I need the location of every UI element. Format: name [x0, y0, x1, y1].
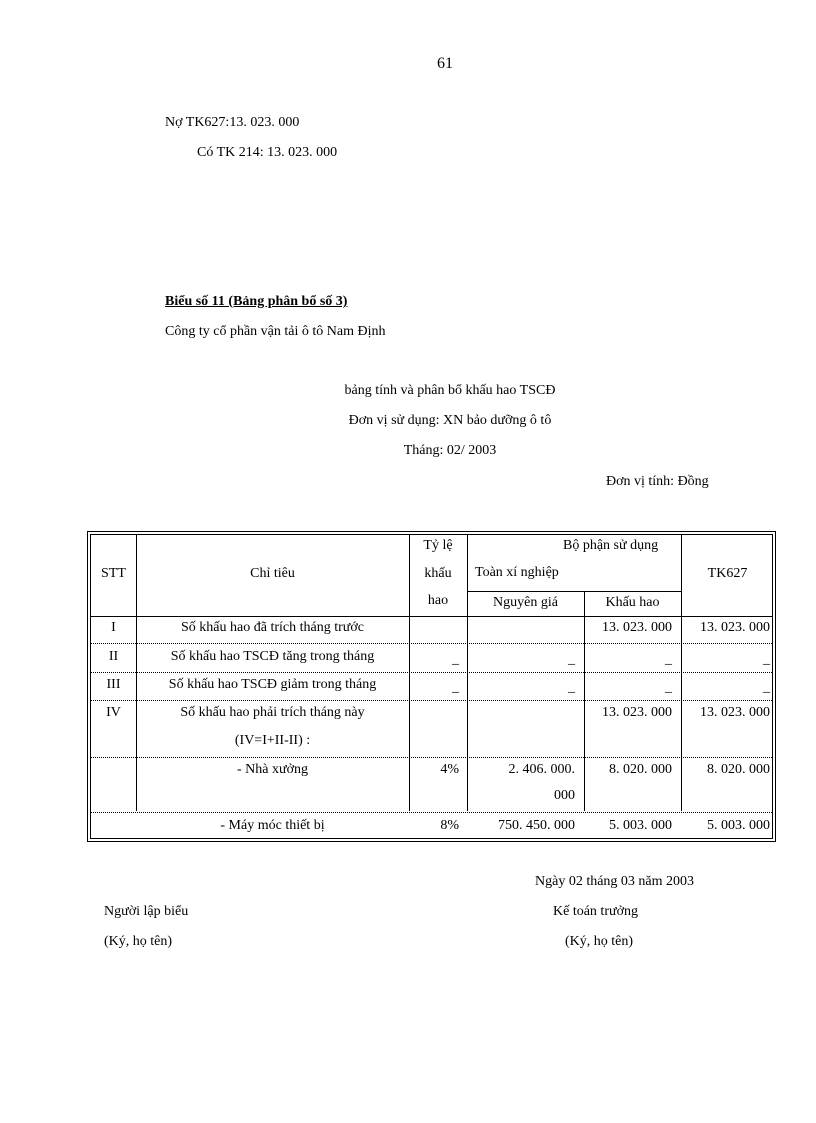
row-5-indicator: - Nhà xưởng	[237, 762, 308, 777]
row-2-depreciation: _	[665, 652, 672, 667]
row-4-depreciation: 13. 023. 000	[602, 705, 672, 720]
signature-date: Ngày 02 tháng 03 năm 2003	[535, 874, 695, 889]
row-4-indicator-line1: Số khấu hao phải trích tháng này	[180, 705, 365, 720]
header-enterprise: Toàn xí nghiệp	[475, 565, 559, 580]
row-4-indicator-line2: (IV=I+II-II) :	[234, 733, 311, 748]
row-5-tk627: 8. 020. 000	[707, 762, 770, 777]
header-rate-line1: Tỷ lệ	[423, 538, 453, 553]
chief-accountant-sign-note: (Ký, họ tên)	[565, 934, 634, 949]
row-2-stt: II	[108, 649, 119, 664]
row-3-stt: III	[106, 677, 121, 692]
row-3-indicator: Số khấu hao TSCĐ giảm trong tháng	[168, 677, 377, 692]
row-5-original-cost-line2: 000	[554, 788, 575, 803]
row-6-depreciation: 5. 003. 000	[609, 818, 672, 833]
journal-entry-debit: Nợ TK627:13. 023. 000	[165, 115, 300, 130]
header-stt: STT	[101, 566, 126, 581]
row-3-original-cost: _	[568, 680, 575, 695]
row-5-depreciation: 8. 020. 000	[609, 762, 672, 777]
row-1-indicator: Số khấu hao đã trích tháng trước	[181, 620, 364, 635]
header-tk627: TK627	[707, 566, 748, 581]
row-1-tk627: 13. 023. 000	[700, 620, 770, 635]
report-title: bảng tính và phân bổ khấu hao TSCĐ	[344, 383, 556, 398]
row-6-indicator: - Máy móc thiết bị	[220, 818, 325, 833]
journal-entry-credit: Có TK 214: 13. 023. 000	[197, 145, 338, 160]
company-name: Công ty cổ phần vận tải ô tô Nam Định	[165, 324, 386, 339]
row-2-rate: _	[452, 652, 459, 667]
row-divider	[91, 672, 772, 673]
row-3-rate: _	[452, 680, 459, 695]
row-divider	[91, 757, 772, 758]
chief-accountant-label: Kế toán trưởng	[553, 904, 638, 919]
row-2-original-cost: _	[568, 652, 575, 667]
row-5-original-cost-line1: 2. 406. 000.	[508, 762, 575, 777]
row-divider	[91, 643, 772, 644]
row-1-stt: I	[111, 620, 116, 635]
row-5-rate: 4%	[440, 762, 459, 777]
preparer-sign-note: (Ký, họ tên)	[104, 934, 173, 949]
row-2-tk627: _	[763, 652, 770, 667]
header-bottom-divider	[91, 616, 772, 617]
row-divider	[91, 700, 772, 701]
table-inner-border	[90, 534, 773, 839]
report-unit: Đơn vị sử dụng: XN bảo dưỡng ô tô	[348, 413, 552, 428]
header-department: Bộ phận sử dụng	[563, 538, 659, 553]
preparer-label: Người lập biểu	[104, 904, 189, 919]
row-6-tk627: 5. 003. 000	[707, 818, 770, 833]
row-4-stt: IV	[106, 705, 121, 720]
currency-unit: Đơn vị tính: Đồng	[606, 474, 709, 489]
report-month: Tháng: 02/ 2003	[403, 443, 497, 458]
row-6-rate: 8%	[440, 818, 459, 833]
row-1-depreciation: 13. 023. 000	[602, 620, 672, 635]
row-4-tk627: 13. 023. 000	[700, 705, 770, 720]
header-rate-line3: hao	[427, 593, 449, 608]
header-sub-divider	[467, 591, 681, 592]
header-indicator: Chỉ tiêu	[250, 566, 295, 581]
row-2-indicator: Số khấu hao TSCĐ tăng trong tháng	[170, 649, 375, 664]
depreciation-table	[87, 531, 776, 842]
form-title: Biểu số 11 (Bảng phân bổ số 3)	[165, 294, 348, 309]
row-divider	[91, 812, 772, 813]
row-3-depreciation: _	[665, 680, 672, 695]
page-number: 61	[437, 55, 453, 72]
row-6-original-cost: 750. 450. 000	[498, 818, 575, 833]
header-original-cost: Nguyên giá	[493, 595, 558, 610]
row-3-tk627: _	[763, 680, 770, 695]
header-depreciation: Khấu hao	[605, 595, 660, 610]
header-rate-line2: khấu	[424, 566, 452, 581]
